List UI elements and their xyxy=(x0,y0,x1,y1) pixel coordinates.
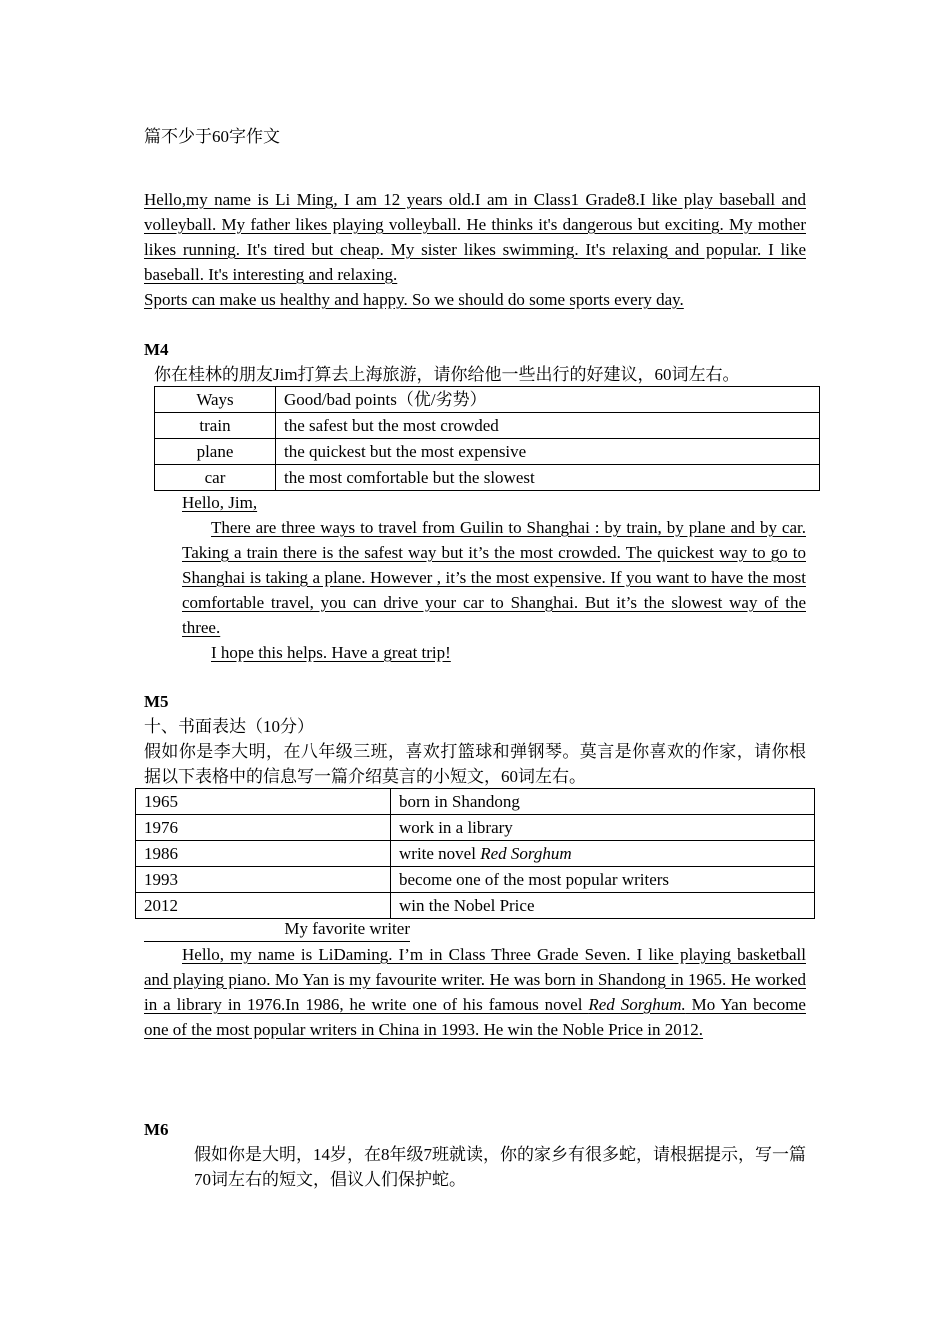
table-row xyxy=(155,413,820,439)
m5-section-title: 十、书面表达（10分） xyxy=(144,717,314,736)
table-row xyxy=(136,841,815,867)
m6-label: M6 xyxy=(144,1120,169,1139)
table-cell-year: 1993 xyxy=(136,867,391,893)
table-cell: the quickest but the most expensive xyxy=(276,439,820,465)
table-row xyxy=(155,387,820,413)
table-row xyxy=(136,867,815,893)
m4-label: M4 xyxy=(144,340,169,359)
table-row xyxy=(136,893,815,919)
table-cell: car xyxy=(155,465,276,491)
m6-prompt: 假如你是大明，14岁，在8年级7班就读，你的家乡有很多蛇，请根据提示，写一篇70词左右的短文，倡议人们保护蛇。 xyxy=(194,1145,806,1189)
m4-travel-table xyxy=(154,386,820,491)
table-row xyxy=(136,789,815,815)
table-row xyxy=(155,439,820,465)
table-row xyxy=(136,815,815,841)
table-header-points: Good/bad points（优/劣势） xyxy=(276,387,820,413)
novel-title-italic: Red Sorghum. xyxy=(588,995,686,1014)
m5-essay-title: My favorite writer xyxy=(144,917,410,942)
table-cell-year: 2012 xyxy=(136,893,391,919)
essay1-paragraph1: Hello,my name is Li Ming, I am 12 years old.I am in Class1 Grade8.I like play baseball and volleyball. My father likes playing volleyball. He thinks it's dangerous but exciting. My mother likes running. It's tired but cheap. My sister likes swimming. It's relaxing and popular. I like baseball. It's interesting and relaxing. xyxy=(144,190,806,284)
table-cell-event: work in a library xyxy=(391,815,815,841)
m5-timeline-table xyxy=(135,788,815,919)
table-cell: plane xyxy=(155,439,276,465)
table-cell-year: 1976 xyxy=(136,815,391,841)
table-cell: train xyxy=(155,413,276,439)
m5-essay-body: Hello, my name is LiDaming. I’m in Class Three Grade Seven. I like playing basketball and playing piano. Mo Yan is my favourite writer. He was born in Shandong in 1965. He worked in a library in 1976.In 1986, he write one of his famous novel Red Sorghum. Mo Yan become one of the most popular writers in China in 1993. He win the Noble Price in 2012. xyxy=(144,945,806,1039)
page-heading: 篇不少于60字作文 xyxy=(144,127,280,146)
m4-letter-body: There are three ways to travel from Guilin to Shanghai : by train, by plane and by car. Taking a train there is the safest way but it’s the most crowded. The quickest way to go to Shanghai is taking a plane. However , it’s the most expensive. If you want to have the most comfortable travel, you can drive your car to Shanghai. But it’s the slowest way of the three. xyxy=(182,518,806,637)
m5-prompt: 假如你是李大明，在八年级三班，喜欢打篮球和弹钢琴。莫言是你喜欢的作家，请你根据以下表格中的信息写一篇介绍莫言的小短文，60词左右。 xyxy=(144,742,806,786)
m4-letter-greeting: Hello, Jim, xyxy=(182,493,258,512)
m5-label: M5 xyxy=(144,692,169,711)
table-header-ways: Ways xyxy=(155,387,276,413)
essay1-paragraph2: Sports can make us healthy and happy. So we should do some sports every day. xyxy=(144,290,684,309)
table-cell-year: 1986 xyxy=(136,841,391,867)
table-row xyxy=(155,465,820,491)
table-cell: the safest but the most crowded xyxy=(276,413,820,439)
novel-title: Red Sorghum xyxy=(480,844,572,863)
m4-prompt: 你在桂林的朋友Jim打算去上海旅游，请你给他一些出行的好建议，60词左右。 xyxy=(154,365,740,384)
table-cell-event: win the Nobel Price xyxy=(391,893,815,919)
table-cell-event: write novel Red Sorghum xyxy=(391,841,815,867)
table-cell: the most comfortable but the slowest xyxy=(276,465,820,491)
table-cell-event: born in Shandong xyxy=(391,789,815,815)
table-cell-event: become one of the most popular writers xyxy=(391,867,815,893)
table-cell-year: 1965 xyxy=(136,789,391,815)
m4-letter-closing: I hope this helps. Have a great trip! xyxy=(211,643,451,662)
